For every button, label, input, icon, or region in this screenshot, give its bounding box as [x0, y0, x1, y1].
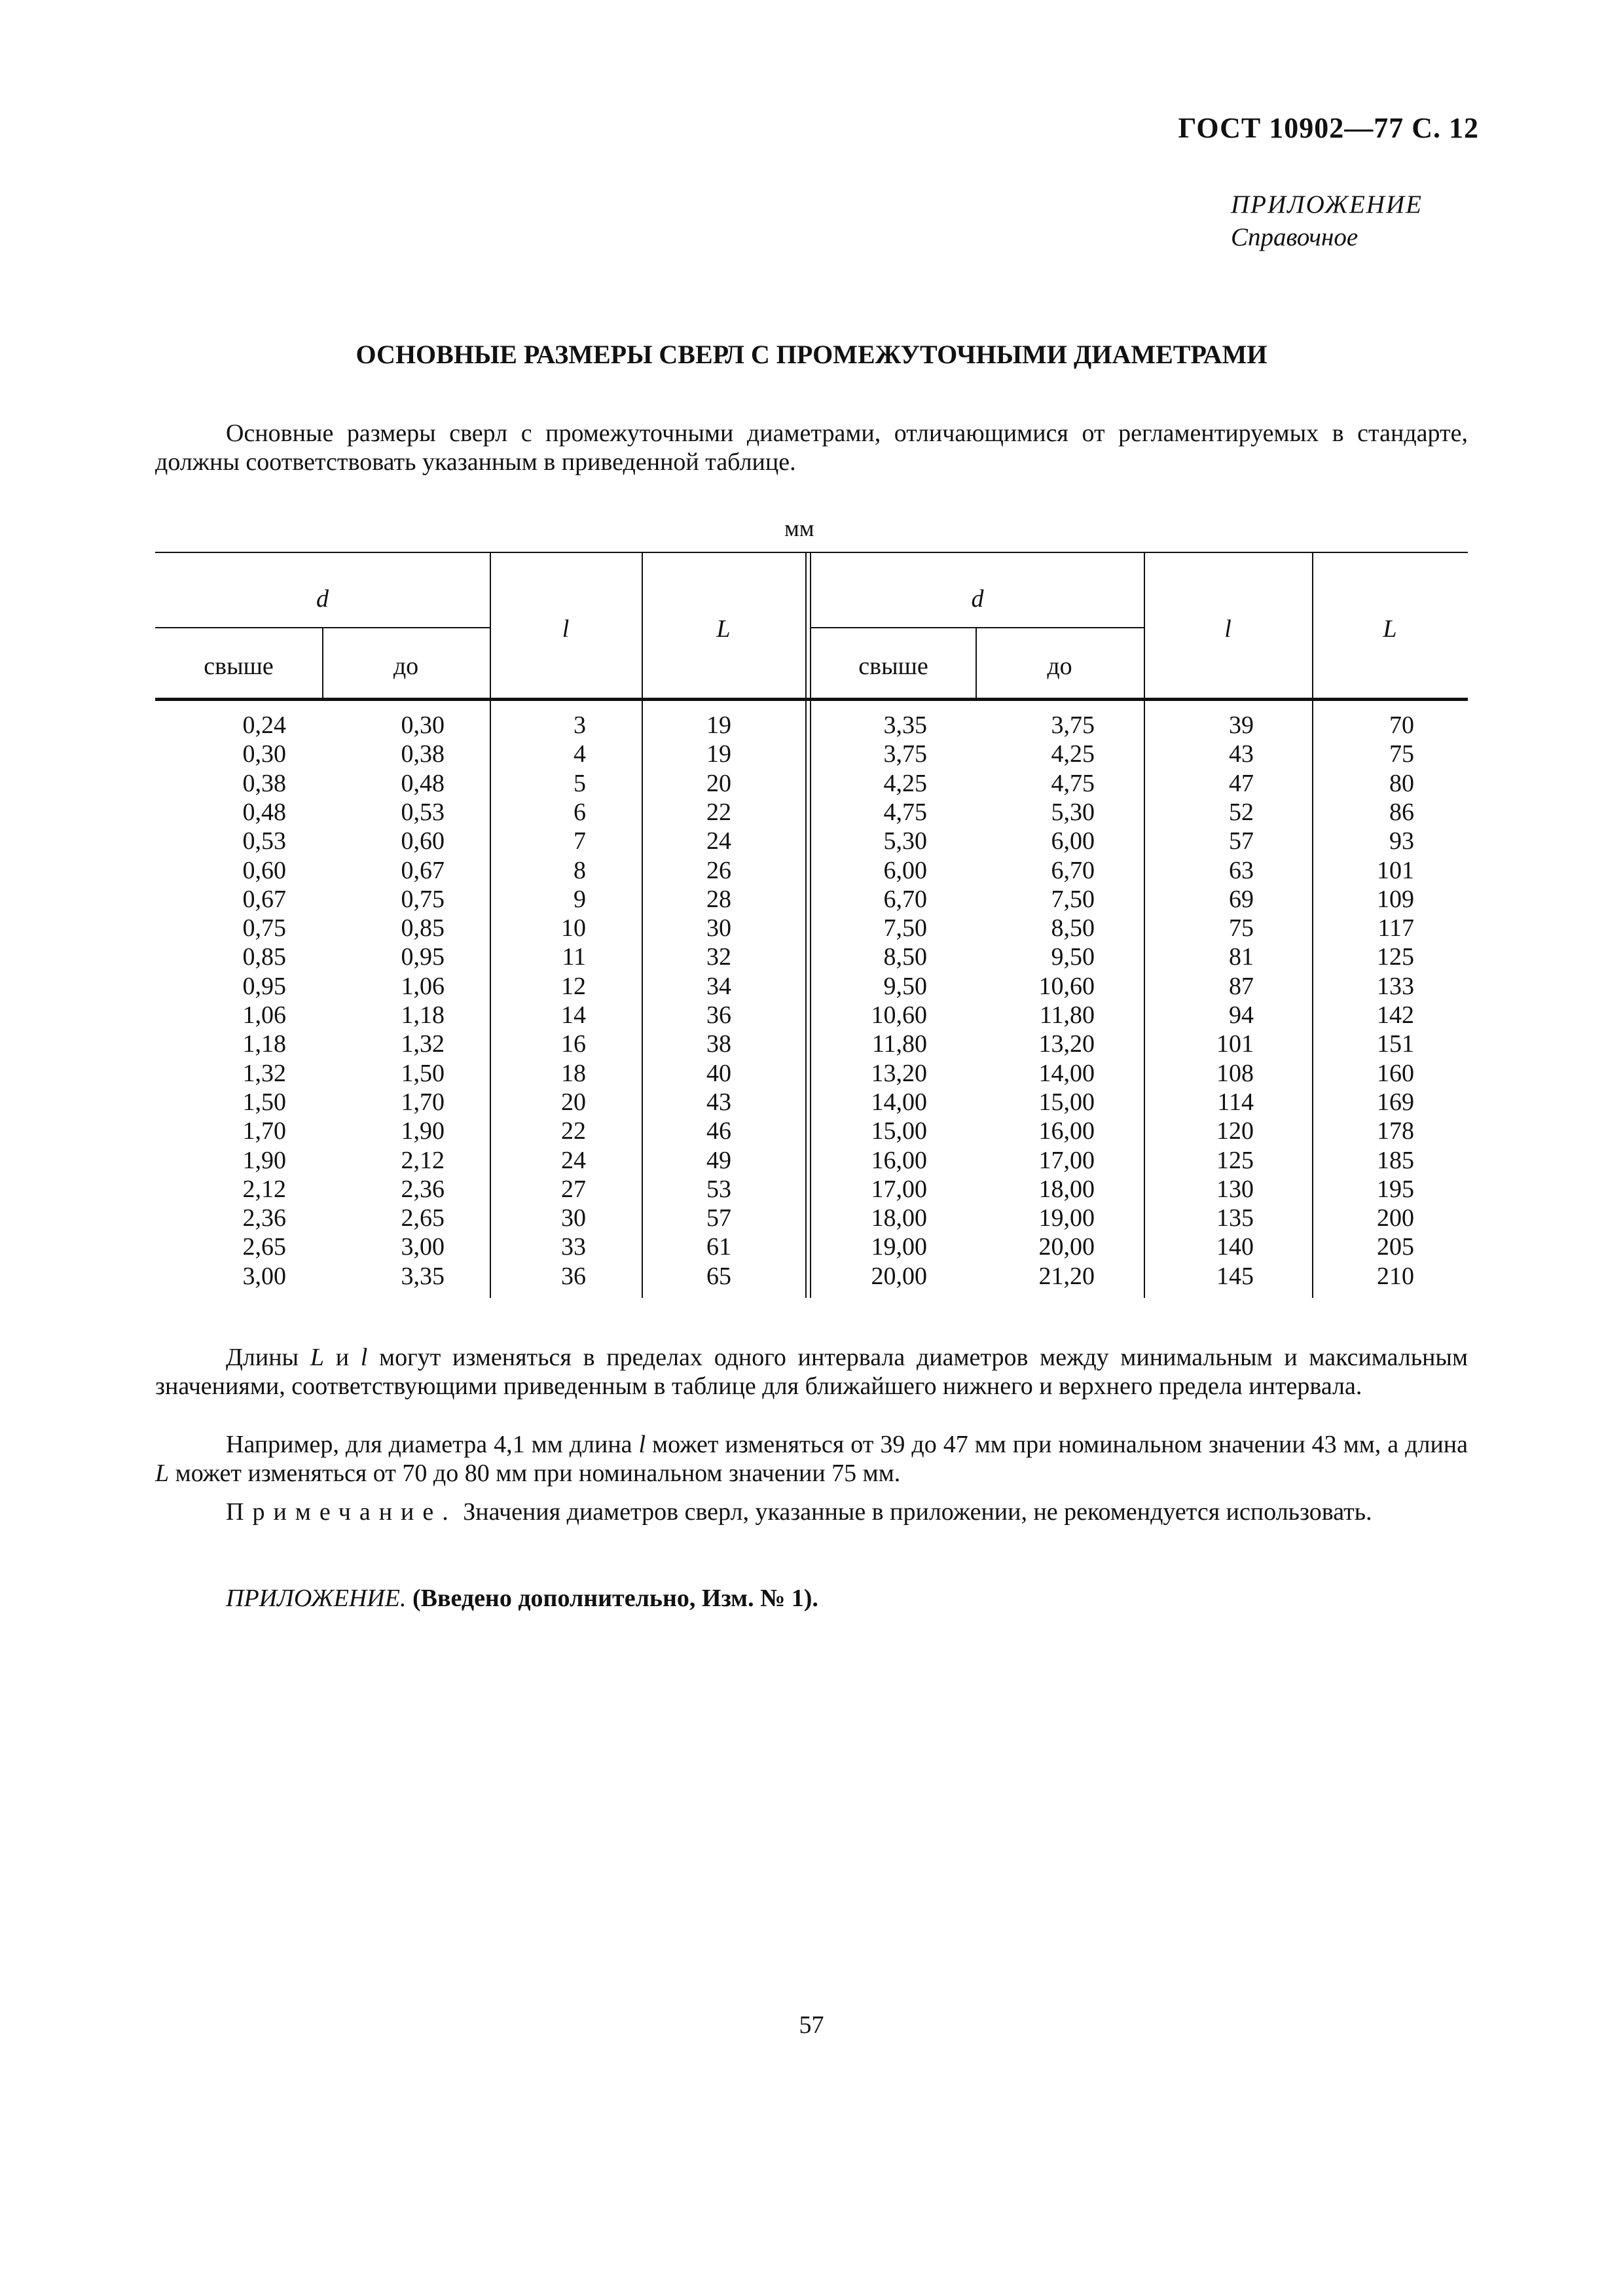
table-cell-left-col3: 33: [561, 1233, 586, 1261]
table-cell-left-col1: 0,95: [242, 972, 286, 1000]
symbol-L: L: [310, 1344, 324, 1371]
table-cell-right-col3: 52: [1229, 798, 1254, 826]
table-cell-left-col4: 53: [706, 1175, 731, 1203]
table-cell-left-col1: 0,85: [242, 943, 286, 971]
table-cell-right-col1: 6,00: [883, 856, 927, 884]
table-cell-left-col3: 4: [574, 740, 586, 768]
table-cell-left-col4: 43: [706, 1088, 731, 1116]
table-cell-right-col4: 70: [1389, 711, 1414, 739]
header-l-right: l: [1224, 615, 1231, 643]
table-cell-left-col2: 1,18: [401, 1001, 445, 1029]
table-cell-right-col2: 9,50: [1051, 943, 1095, 971]
table-cell-left-col4: 57: [706, 1204, 731, 1232]
table-cell-right-col4: 205: [1377, 1233, 1414, 1261]
table-cell-left-col3: 16: [561, 1030, 586, 1058]
table-cell-left-col3: 18: [561, 1059, 586, 1087]
table-unit: мм: [784, 515, 814, 541]
table-cell-left-col4: 61: [706, 1233, 731, 1261]
document-reference: ГОСТ 10902—77 С. 12: [1178, 112, 1479, 144]
table-cell-right-col2: 16,00: [1038, 1117, 1095, 1145]
table-cell-right-col4: 101: [1377, 856, 1414, 884]
table-cell-left-col3: 14: [561, 1001, 586, 1029]
table-cell-right-col1: 3,75: [883, 740, 927, 768]
table-cell-left-col2: 1,70: [401, 1088, 445, 1116]
column-divider: [1144, 552, 1145, 1298]
table-cell-left-col3: 27: [561, 1175, 586, 1203]
header-to-left: до: [393, 653, 419, 680]
table-cell-right-col2: 15,00: [1038, 1088, 1095, 1116]
table-cell-left-col2: 0,85: [401, 914, 445, 942]
table-cell-right-col1: 7,50: [883, 914, 927, 942]
note-text: Например, для диаметра 4,1 мм длина: [226, 1431, 639, 1458]
table-cell-right-col1: 3,35: [883, 711, 927, 739]
table-cell-right-col4: 185: [1377, 1146, 1414, 1174]
intro-paragraph: [155, 419, 1468, 476]
table-cell-left-col1: 3,00: [242, 1262, 286, 1290]
table-cell-left-col3: 30: [561, 1204, 586, 1232]
table-cell-left-col1: 0,53: [242, 827, 286, 855]
table-cell-right-col2: 21,20: [1038, 1262, 1095, 1290]
table-cell-left-col2: 1,50: [401, 1059, 445, 1087]
table-cell-left-col4: 19: [706, 711, 731, 739]
table-cell-right-col3: 43: [1229, 740, 1254, 768]
table-cell-left-col1: 2,12: [242, 1175, 286, 1203]
table-cell-right-col4: 160: [1377, 1059, 1414, 1087]
amendment-text: (Введено дополнительно, Изм. № 1).: [406, 1585, 818, 1612]
table-cell-right-col4: 109: [1377, 885, 1414, 913]
table-cell-right-col1: 6,70: [883, 885, 927, 913]
symbol-l: l: [360, 1344, 368, 1371]
table-cell-left-col4: 19: [706, 740, 731, 768]
table-center-double-rule: [805, 552, 811, 1298]
table-cell-right-col2: 4,25: [1051, 740, 1095, 768]
note-paragraph-remark: [155, 1498, 1468, 1526]
table-cell-right-col3: 120: [1216, 1117, 1254, 1145]
table-cell-left-col2: 0,53: [401, 798, 445, 826]
header-d-left: d: [316, 585, 329, 613]
table-cell-left-col1: 1,18: [242, 1030, 286, 1058]
table-cell-left-col4: 38: [706, 1030, 731, 1058]
table-cell-right-col2: 18,00: [1038, 1175, 1095, 1203]
table-cell-right-col3: 75: [1229, 914, 1254, 942]
table-cell-right-col2: 8,50: [1051, 914, 1095, 942]
table-cell-right-col4: 142: [1377, 1001, 1414, 1029]
table-cell-left-col2: 0,75: [401, 885, 445, 913]
table-cell-left-col1: 1,50: [242, 1088, 286, 1116]
section-title: ОСНОВНЫЕ РАЗМЕРЫ СВЕРЛ С ПРОМЕЖУТОЧНЫМИ ДИАМЕТРАМИ: [356, 340, 1267, 369]
table-cell-right-col1: 17,00: [871, 1175, 927, 1203]
table-cell-left-col3: 8: [574, 856, 586, 884]
table-cell-right-col4: 151: [1377, 1030, 1414, 1058]
table-cell-right-col1: 14,00: [871, 1088, 927, 1116]
table-cell-right-col1: 11,80: [871, 1030, 927, 1058]
table-cell-right-col3: 63: [1229, 856, 1254, 884]
table-cell-left-col4: 49: [706, 1146, 731, 1174]
remark-label: Примечание.: [226, 1498, 457, 1526]
table-cell-left-col3: 24: [561, 1146, 586, 1174]
subheader-rule-right: [811, 627, 1144, 628]
table-cell-left-col1: 0,48: [242, 798, 286, 826]
table-cell-right-col3: 94: [1229, 1001, 1254, 1029]
note-text: Длины: [226, 1344, 310, 1371]
table-cell-left-col2: 0,60: [401, 827, 445, 855]
table-cell-left-col1: 1,90: [242, 1146, 286, 1174]
table-cell-left-col2: 0,38: [401, 740, 445, 768]
table-cell-right-col3: 57: [1229, 827, 1254, 855]
table-cell-right-col4: 169: [1377, 1088, 1414, 1116]
table-cell-right-col1: 20,00: [871, 1262, 927, 1290]
table-cell-right-col3: 69: [1229, 885, 1254, 913]
note-paragraph-example: [155, 1430, 1468, 1488]
table-header-rule: [155, 698, 1468, 701]
table-cell-right-col1: 4,25: [883, 769, 927, 797]
table-cell-right-col1: 18,00: [871, 1204, 927, 1232]
header-L-right: L: [1383, 615, 1397, 643]
table-cell-right-col2: 3,75: [1051, 711, 1095, 739]
table-cell-right-col3: 135: [1216, 1204, 1254, 1232]
table-cell-right-col1: 16,00: [871, 1146, 927, 1174]
table-cell-right-col3: 145: [1216, 1262, 1254, 1290]
table-cell-right-col2: 14,00: [1038, 1059, 1095, 1087]
header-to-right: до: [1047, 653, 1072, 680]
table-cell-left-col2: 0,95: [401, 943, 445, 971]
table-cell-right-col4: 125: [1377, 943, 1414, 971]
table-cell-left-col3: 36: [561, 1262, 586, 1290]
table-cell-left-col4: 34: [706, 972, 731, 1000]
table-cell-right-col1: 19,00: [871, 1233, 927, 1261]
table-cell-left-col2: 2,36: [401, 1175, 445, 1203]
table-cell-left-col4: 36: [706, 1001, 731, 1029]
table-cell-right-col4: 75: [1389, 740, 1414, 768]
table-cell-left-col3: 7: [574, 827, 586, 855]
table-cell-left-col4: 20: [706, 769, 731, 797]
table-cell-right-col2: 20,00: [1038, 1233, 1095, 1261]
table-cell-left-col2: 0,30: [401, 711, 445, 739]
table-cell-left-col1: 1,32: [242, 1059, 286, 1087]
table-cell-right-col3: 39: [1229, 711, 1254, 739]
table-cell-right-col4: 200: [1377, 1204, 1414, 1232]
table-cell-right-col4: 133: [1377, 972, 1414, 1000]
note-text: может изменяться от 70 до 80 мм при номинальном значении 75 мм.: [169, 1460, 901, 1487]
table-cell-right-col4: 80: [1389, 769, 1414, 797]
table-cell-right-col3: 130: [1216, 1175, 1254, 1203]
header-L-left: L: [716, 615, 731, 643]
table-cell-left-col2: 3,00: [401, 1233, 445, 1261]
table-cell-right-col3: 101: [1216, 1030, 1254, 1058]
table-cell-left-col4: 40: [706, 1059, 731, 1087]
table-cell-left-col4: 26: [706, 856, 731, 884]
intro-text: Основные размеры сверл с промежуточными диаметрами, отличающимися от регламентируемых в стандарте, должны соответствовать указанным в приведенной таблице.: [155, 420, 1468, 476]
table-cell-left-col3: 5: [574, 769, 586, 797]
table-cell-right-col3: 47: [1229, 769, 1254, 797]
header-over-right: свыше: [858, 653, 928, 680]
table-cell-left-col4: 28: [706, 885, 731, 913]
table-cell-right-col1: 9,50: [883, 972, 927, 1000]
header-l-left: l: [562, 615, 570, 643]
table-cell-left-col1: 1,70: [242, 1117, 286, 1145]
note-text: может изменяться от 39 до 47 мм при номинальном значении 43 мм, а длина: [646, 1431, 1468, 1458]
table-cell-left-col2: 3,35: [401, 1262, 445, 1290]
note-text: могут изменяться в пределах одного интервала диаметров между минимальным и максимальным значениями, соответствующими приведенным в таблице для ближайшего нижнего и верхнего предела интервала.: [155, 1344, 1468, 1400]
symbol-L: L: [155, 1460, 170, 1487]
note-paragraph-lengths: [155, 1343, 1468, 1401]
table-cell-right-col4: 178: [1377, 1117, 1414, 1145]
table-cell-left-col2: 0,67: [401, 856, 445, 884]
table-cell-left-col1: 0,67: [242, 885, 286, 913]
table-cell-left-col3: 20: [561, 1088, 586, 1116]
note-text: Значения диаметров сверл, указанные в приложении, не рекомендуется использовать.: [456, 1498, 1372, 1526]
table-cell-right-col4: 210: [1377, 1262, 1414, 1290]
symbol-l: l: [638, 1431, 646, 1458]
table-cell-right-col3: 114: [1217, 1088, 1254, 1116]
table-cell-right-col1: 4,75: [883, 798, 927, 826]
table-cell-right-col2: 19,00: [1038, 1204, 1095, 1232]
table-cell-left-col4: 22: [706, 798, 731, 826]
table-cell-left-col1: 0,38: [242, 769, 286, 797]
table-cell-right-col2: 5,30: [1051, 798, 1095, 826]
table-cell-right-col3: 108: [1216, 1059, 1254, 1087]
table-cell-left-col4: 30: [706, 914, 731, 942]
table-cell-left-col4: 32: [706, 943, 731, 971]
table-cell-left-col2: 1,32: [401, 1030, 445, 1058]
appendix-type: Справочное: [1231, 223, 1359, 251]
table-cell-left-col3: 10: [561, 914, 586, 942]
table-cell-left-col1: 0,30: [242, 740, 286, 768]
table-cell-right-col1: 5,30: [883, 827, 927, 855]
table-cell-left-col3: 9: [574, 885, 586, 913]
table-top-rule: [155, 552, 1468, 553]
table-cell-right-col2: 4,75: [1051, 769, 1095, 797]
table-cell-right-col2: 6,00: [1051, 827, 1095, 855]
table-cell-left-col3: 22: [561, 1117, 586, 1145]
table-cell-left-col2: 2,12: [401, 1146, 445, 1174]
table-cell-right-col1: 8,50: [883, 943, 927, 971]
table-cell-right-col4: 93: [1389, 827, 1414, 855]
table-cell-right-col1: 10,60: [871, 1001, 927, 1029]
table-cell-right-col1: 13,20: [871, 1059, 927, 1087]
table-cell-right-col3: 125: [1216, 1146, 1254, 1174]
note-text: и: [323, 1344, 361, 1371]
table-cell-right-col3: 81: [1229, 943, 1254, 971]
amendment-note: [155, 1584, 1468, 1613]
header-d-right: d: [971, 585, 984, 613]
table-cell-right-col2: 13,20: [1038, 1030, 1095, 1058]
table-cell-right-col2: 7,50: [1051, 885, 1095, 913]
table-cell-left-col1: 0,24: [242, 711, 286, 739]
table-cell-left-col2: 1,90: [401, 1117, 445, 1145]
table-cell-right-col1: 15,00: [871, 1117, 927, 1145]
header-over-left: свыше: [204, 653, 274, 680]
table-cell-left-col3: 11: [562, 943, 586, 971]
table-cell-right-col2: 6,70: [1051, 856, 1095, 884]
appendix-label: ПРИЛОЖЕНИЕ: [1231, 190, 1423, 219]
table-cell-left-col4: 65: [706, 1262, 731, 1290]
table-cell-right-col3: 140: [1216, 1233, 1254, 1261]
amendment-label: ПРИЛОЖЕНИЕ.: [226, 1585, 407, 1612]
table-cell-left-col2: 0,48: [401, 769, 445, 797]
table-cell-left-col2: 2,65: [401, 1204, 445, 1232]
page-number: 57: [799, 2011, 824, 2039]
table-cell-left-col1: 2,65: [242, 1233, 286, 1261]
table-cell-right-col4: 117: [1377, 914, 1414, 942]
table-cell-left-col1: 1,06: [242, 1001, 286, 1029]
table-cell-right-col2: 11,80: [1039, 1001, 1095, 1029]
table-cell-right-col2: 10,60: [1038, 972, 1095, 1000]
table-cell-left-col1: 2,36: [242, 1204, 286, 1232]
table-cell-right-col3: 87: [1229, 972, 1254, 1000]
table-cell-right-col2: 17,00: [1038, 1146, 1095, 1174]
table-cell-right-col4: 86: [1389, 798, 1414, 826]
table-cell-right-col4: 195: [1377, 1175, 1414, 1203]
table-cell-left-col3: 6: [574, 798, 586, 826]
table-cell-left-col3: 3: [574, 711, 586, 739]
table-cell-left-col4: 46: [706, 1117, 731, 1145]
table-cell-left-col1: 0,60: [242, 856, 286, 884]
table-cell-left-col3: 12: [561, 972, 586, 1000]
table-cell-left-col1: 0,75: [242, 914, 286, 942]
table-cell-left-col4: 24: [706, 827, 731, 855]
table-cell-left-col2: 1,06: [401, 972, 445, 1000]
